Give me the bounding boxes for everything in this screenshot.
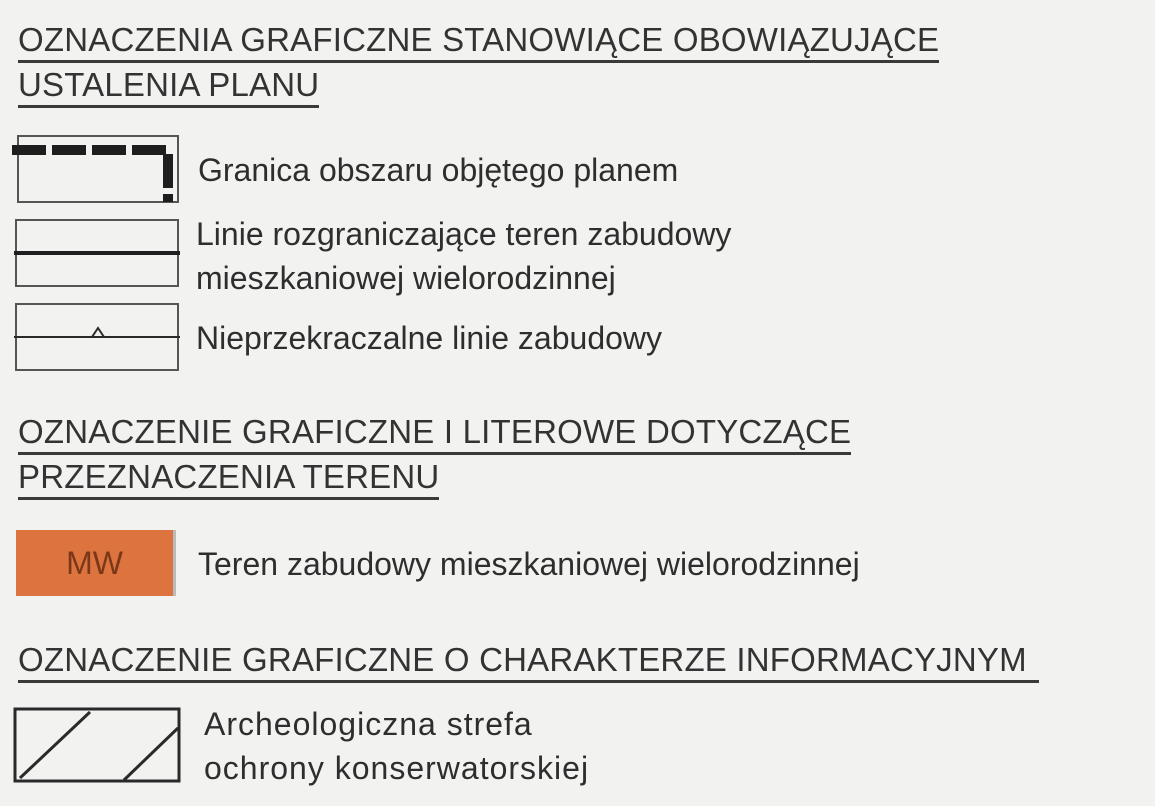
plan-boundary-symbol [10, 134, 182, 206]
archaeological-zone-label [204, 702, 589, 790]
building-line-label: Nieprzekraczalne linie zabudowy [196, 320, 663, 356]
section-heading-land-use [18, 410, 851, 500]
heading-line: OZNACZENIE GRAFICZNE O CHARAKTERZE INFORMACYJNYM [18, 640, 1039, 683]
label-line: Linie rozgraniczające teren zabudowy [196, 216, 732, 252]
plan-boundary-label: Granica obszaru objętego planem [198, 152, 679, 188]
heading-line: OZNACZENIA GRAFICZNE STANOWIĄCE OBOWIĄZUJĄCE [18, 20, 939, 63]
section-heading-informational [18, 638, 1039, 683]
section-heading-binding [18, 18, 939, 108]
building-line-symbol [14, 302, 182, 374]
archaeological-hatch-symbol [12, 706, 184, 786]
mw-zone-label: Teren zabudowy mieszkaniowej wielorodzinnej [198, 546, 860, 582]
label-line: mieszkaniowej wielorodzinnej [196, 260, 616, 296]
heading-line: PRZEZNACZENIA TERENU [18, 457, 439, 500]
mw-zone-code: MW [66, 544, 123, 581]
label-line: Archeologiczna strefa [204, 706, 533, 742]
heading-line: OZNACZENIE GRAFICZNE I LITEROWE DOTYCZĄCE [18, 412, 851, 455]
heading-line: USTALENIA PLANU [18, 65, 319, 108]
label-line: ochrony konserwatorskiej [204, 750, 590, 786]
demarcation-lines-symbol [14, 218, 182, 290]
mw-zone-swatch [16, 530, 176, 596]
demarcation-lines-label [196, 212, 731, 300]
